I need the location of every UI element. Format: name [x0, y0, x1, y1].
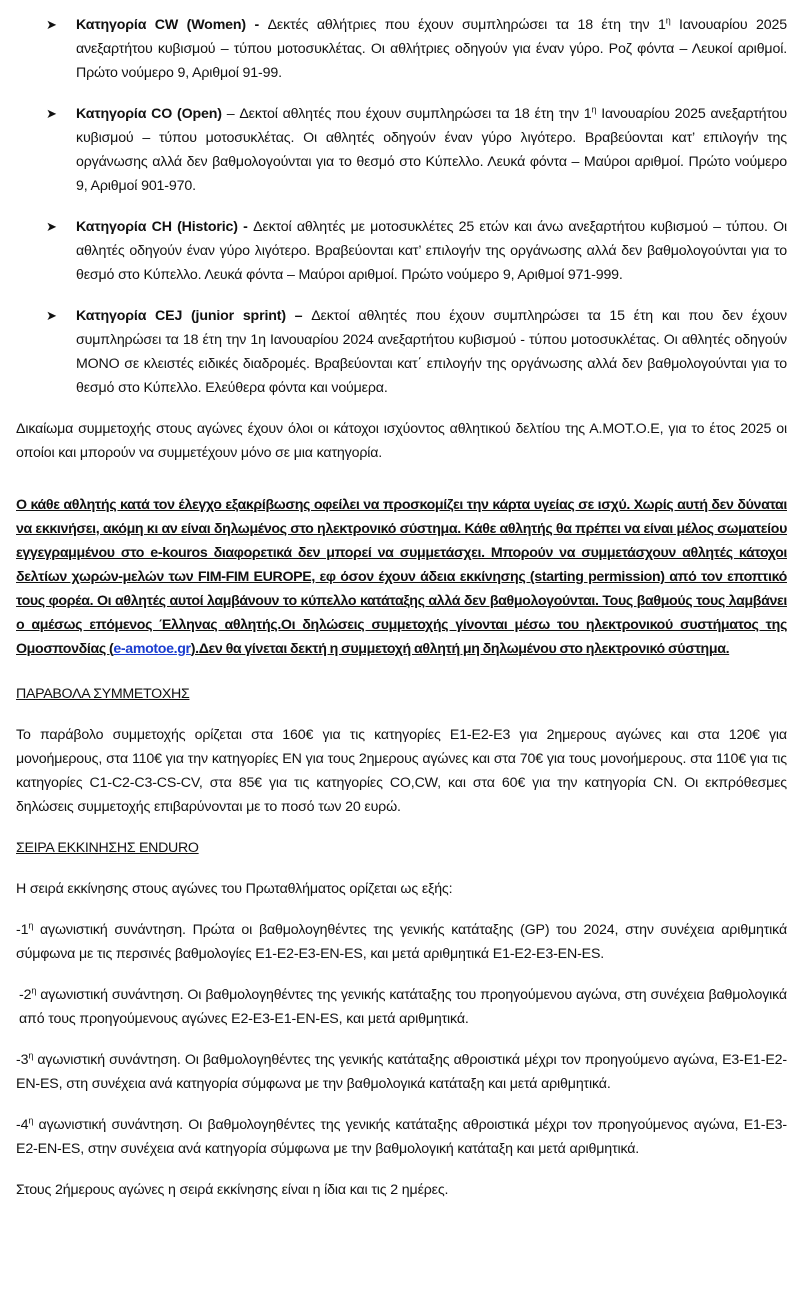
eligibility-paragraph: Δικαίωμα συμμετοχής στους αγώνες έχουν όλοι οι κάτοχοι ισχύοντος αθλητικού δελτίου της Α.ΜΟΤ.Ο.Ε, για το έτος 2025 οι οποίοι και μπορούν να συμμετέχουν μόνο σε μια κατηγορία. [16, 421, 787, 461]
round-prefix: -4 [16, 1117, 29, 1133]
round-3-paragraph [16, 1048, 787, 1096]
category-title: Κατηγορία CEJ (junior sprint) [76, 308, 286, 324]
ordinal-sup: η [28, 1115, 34, 1126]
notice-text-end: ).Δεν θα γίνεται δεκτή η συμμετοχή αθλητή μη δηλωμένου στο ηλεκτρονικό σύστημα. [190, 641, 730, 657]
notice-text: Ο κάθε αθλητής κατά τον έλεγχο εξακρίβωσης οφείλει να προσκομίζει την κάρτα υγείας σε ισχύ. Χωρίς αυτή δεν δύναται να εκκινήσει, ακόμη κι αν είναι δηλωμένος στο ηλεκτρονικό σύστημα. Κάθε αθλητής θα πρέπει να είναι μέλος σωματείου εγγεγραμμένου στο e-kouros διαφορετικά δεν μπορεί να συμμετάσχει. Μπορούν να συμμετάσχουν αθλητές κάτοχοι δελτίων χωρών-μελών των FIM-FIM EUROPE, εφ όσον έχουν άδεια εκκίνησης (starting permission) από τον εποπτικό τους φορέα. Οι αθλητές αυτοί λαμβάνουν το κύπελλο κατάταξης αλλά δεν βαθμολογούνται. Τους βαθμούς τους λαμβάνει ο αμέσως επόμενος Έλληνας αθλητής.Οι δηλώσεις συμμετοχής γίνονται μέσω του ηλεκτρονικού συστήματος της Ομοσπονδίας ( [16, 497, 787, 657]
round-text: αγωνιστική συνάντηση. Οι βαθμολογηθέντες της γενικής κατάταξης αθροιστικά μέχρι τον προηγούμενος αγώνα, Ε1-Ε3-Ε2-ΕΝ-ES, στην συνέχεια ανά κατηγορία σύμφωνα με την βαθμολογική κατάταξη και μετά αριθμητικά. [16, 1117, 787, 1157]
ordinal-sup: η [31, 985, 37, 996]
category-text: Δεκτοί αθλητές που έχουν συμπληρώσει τα 18 έτη την 1 [239, 106, 592, 122]
round-text: αγωνιστική συνάντηση. Οι βαθμολογηθέντες της γενικής κατάταξης του προηγούμενου αγώνα, στη συνέχεια βαθμολογικά από τους προηγούμενους αγώνες Ε2-Ε3-Ε1-ΕΝ-ES, και μετά αριθμητικά. [19, 987, 787, 1027]
e-amotoe-link[interactable]: e-amotoe.gr [113, 641, 191, 657]
round-prefix: -2 [19, 987, 32, 1003]
round-1-paragraph [16, 918, 787, 966]
arrowhead-bullet-icon: ➤ [46, 219, 57, 234]
fees-paragraph: Το παράβολο συμμετοχής ορίζεται στα 160€ για τις κατηγορίες Ε1-Ε2-Ε3 για 2ημερους αγώνες και στα 120€ για μονοήμερους, στα 110€ για την κατηγορίες ΕΝ για τους 2ημερους αγώνες και στα 70€ για τους μονοήμερους. στα 110€ για τις κατηγορίες C1-C2-C3-CS-CV, στα 85€ για τις κατηγορίες CO,CW, και στα 60€ για την κατηγορία CN. Οι εκπρόθεσμες δηλώσεις συμμετοχής επιβαρύνονται με το ποσό των 20 ευρώ. [16, 727, 787, 815]
category-list [16, 13, 787, 400]
category-title: Κατηγορία CW (Women) [76, 17, 246, 33]
category-text-cont: Ιανουαρίου 2025 ανεξαρτήτου κυβισμού – τύπου μοτοσυκλέτας. Οι αθλητές οδηγούν έναν γύρο λιγότερο. Βραβεύονται κατ’ επιλογήν της οργάνωσης αλλά δεν βαθμολογούνται για το θεσμό στο Κύπελλο. Λευκά φόντα – Μαύροι αριθμοί. Πρώτο νούμερο 9, Αριθμοί 901-970. [76, 106, 787, 194]
category-text: Δεκτές αθλήτριες που έχουν συμπληρώσει τα 18 έτη την 1 [267, 17, 666, 33]
arrowhead-bullet-icon: ➤ [46, 17, 57, 32]
ordinal-sup: η [28, 1050, 34, 1061]
closing-paragraph: Στους 2ήμερους αγώνες η σειρά εκκίνησης είναι η ίδια και τις 2 ημέρες. [16, 1182, 449, 1198]
start-order-intro: Η σειρά εκκίνησης στους αγώνες του Πρωταθλήματος ορίζεται ως εξής: [16, 881, 453, 897]
category-item-ch [16, 215, 787, 287]
arrowhead-bullet-icon: ➤ [46, 106, 57, 121]
start-order-heading: ΣΕΙΡΑ ΕΚΚΙΝΗΣΗΣ ENDURO [16, 840, 199, 856]
category-separator: - [237, 219, 254, 235]
round-text: αγωνιστική συνάντηση. Οι βαθμολογηθέντες της γενικής κατάταξης αθροιστικά μέχρι τον προηγούμενο αγώνα, Ε3-Ε1-Ε2-ΕΝ-ES, στη συνέχεια ανά κατηγορία σύμφωνα με την βαθμολογικά κατάταξη και μετά αριθμητικά. [16, 1052, 787, 1092]
round-prefix: -3 [16, 1052, 29, 1068]
category-separator: – [221, 106, 240, 122]
category-text-cont: Ιανουαρίου 2025 ανεξαρτήτου κυβισμού – τύπου μοτοσυκλέτας. Οι αθλήτριες οδηγούν για έναν γύρο. Ροζ φόντα – Λευκοί αριθμοί. Πρώτο νούμερο 9, Αριθμοί 91-99. [76, 17, 787, 81]
document-page [0, 13, 803, 1202]
category-title: Κατηγορία CO (Open) [76, 106, 222, 122]
round-2-paragraph [16, 983, 787, 1031]
category-text: Δεκτοί αθλητές με μοτοσυκλέτες 25 ετών και άνω ανεξαρτήτου κυβισμού – τύπου. Οι αθλητές οδηγούν έναν γύρο λιγότερο. Βραβεύονται κατ’ επιλογήν της οργάνωσης αλλά δεν βαθμολογούνται για το θεσμό στο Κύπελλο. Λευκά φόντα – Μαύροι αριθμοί. Πρώτο νούμερο 9, Αριθμοί 971-999. [76, 219, 787, 283]
ordinal-sup: η [28, 920, 34, 931]
health-card-notice [16, 493, 787, 661]
fees-heading: ΠΑΡΑΒΟΛΑ ΣΥΜΜΕΤΟΧΗΣ [16, 686, 190, 702]
round-prefix: -1 [16, 922, 29, 938]
category-text: Δεκτοί αθλητές που έχουν συμπληρώσει τα 15 έτη και που δεν έχουν συμπληρώσει τα 18 έτη την 1η Ιανουαρίου 2024 ανεξαρτήτου κυβισμού - τύπου μοτοσυκλέτας. Οι αθλητές οδηγούν ΜΟΝΟ σε κλειστές ειδικές διαδρομές. Βραβεύονται κατ΄ επιλογήν της οργάνωσης αλλά δεν βαθμολογούνται για το θεσμό στο Κύπελλο. Ελεύθερα φόντα και νούμερα. [76, 308, 787, 396]
category-separator: – [285, 308, 312, 324]
arrowhead-bullet-icon: ➤ [46, 308, 57, 323]
round-4-paragraph [16, 1113, 787, 1161]
category-item-cej [16, 304, 787, 400]
round-text: αγωνιστική συνάντηση. Πρώτα οι βαθμολογηθέντες της γενικής κατάταξης (GP) του 2024, στην συνέχεια αριθμητικά σύμφωνα με τις περσινές βαθμολογίες Ε1-Ε2-Ε3-ΕΝ-ES, και μετά αριθμητικά Ε1-Ε2-Ε3-ΕΝ-ES. [16, 922, 787, 962]
category-separator: - [246, 17, 268, 33]
category-item-cw [16, 13, 787, 85]
ordinal-sup: η [665, 15, 671, 26]
category-title: Κατηγορία CH (Historic) [76, 219, 238, 235]
ordinal-sup: η [591, 104, 597, 115]
category-item-co [16, 102, 787, 198]
